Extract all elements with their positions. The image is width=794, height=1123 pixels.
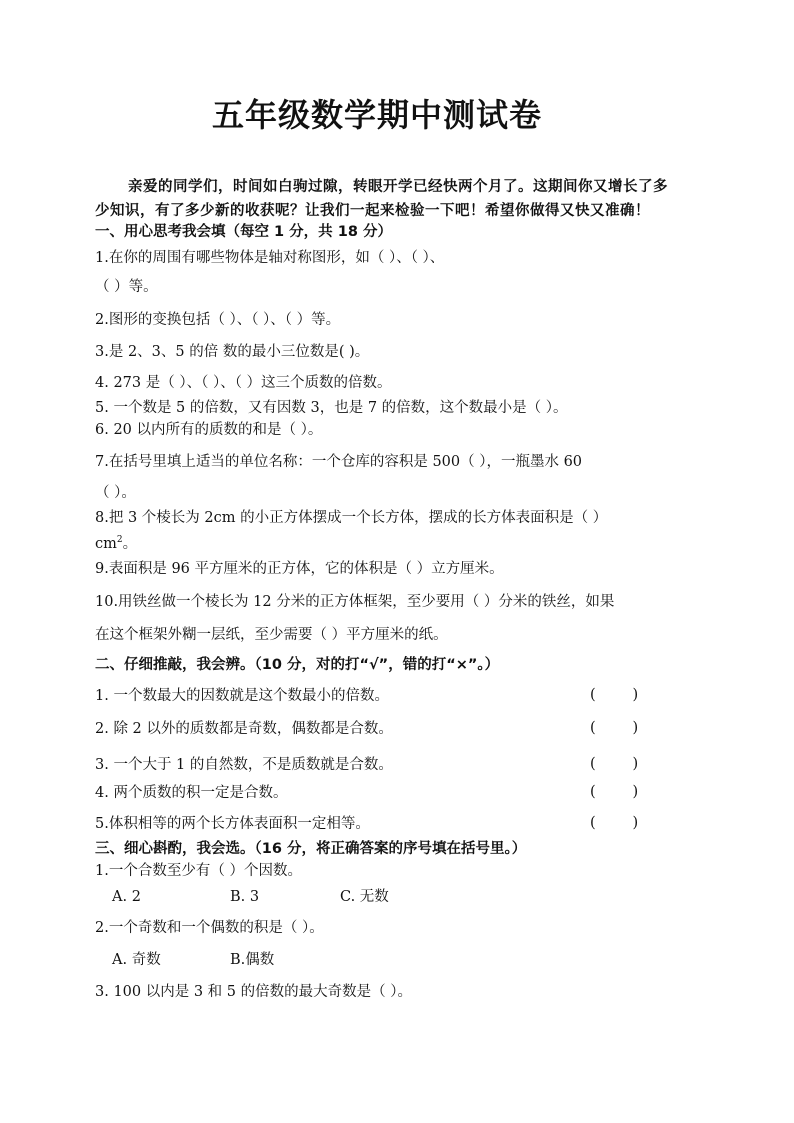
question-10-line-2: 在这个框架外糊一层纸，至少需要（ ）平方厘米的纸。 — [95, 627, 448, 643]
intro-line-2: 少知识，有了多少新的收获呢？让我们一起来检验一下吧！希望你做得又快又准确！ — [95, 202, 650, 219]
question-8-line-2 — [95, 531, 137, 553]
question-6: 6. 20 以内所有的质数的和是（ ）。 — [95, 422, 323, 438]
question-8-line-1: 8.把 3 个棱长为 2cm 的小正方体摆成一个长方体，摆成的长方体表面积是（ ） — [95, 510, 608, 526]
judge-answer-3[interactable]: ( ) — [590, 756, 639, 772]
question-10-line-1: 10.用铁丝做一个棱长为 12 分米的正方体框架，至少要用（ ）分米的铁丝，如果 — [95, 594, 615, 610]
choice-1-option-b: B. 3 — [230, 889, 260, 905]
section-1-heading: 一、用心思考我会填（每空 1 分，共 18 分） — [95, 224, 392, 240]
question-7-line-2: （ ）。 — [95, 485, 136, 501]
judge-item-3: 3. 一个大于 1 的自然数，不是质数就是合数。 — [95, 757, 393, 773]
unit-suffix: 。 — [122, 535, 138, 552]
page-title: 五年级数学期中测试卷 — [211, 96, 542, 134]
question-2: 2.图形的变换包括（ ）、（ ）、（ ）等。 — [95, 312, 341, 328]
choice-question-3: 3. 100 以内是 3 和 5 的倍数的最大奇数是（ ）。 — [95, 984, 412, 1000]
judge-answer-4[interactable]: ( ) — [590, 784, 639, 800]
judge-answer-2[interactable]: ( ) — [590, 720, 639, 736]
question-5: 5. 一个数是 5 的倍数，又有因数 3，也是 7 的倍数，这个数最小是（ ）。 — [95, 400, 568, 416]
choice-question-2: 2.一个奇数和一个偶数的积是（ ）。 — [95, 920, 324, 936]
question-4: 4. 273 是（ ）、（ ）、（ ）这三个质数的倍数。 — [95, 375, 392, 391]
judge-item-2: 2. 除 2 以外的质数都是奇数，偶数都是合数。 — [95, 721, 393, 737]
question-9: 9.表面积是 96 平方厘米的正方体，它的体积是（ ）立方厘米。 — [95, 561, 504, 577]
unit-superscript: 2 — [116, 535, 123, 545]
judge-answer-5[interactable]: ( ) — [590, 815, 639, 831]
judge-item-5: 5.体积相等的两个长方体表面积一定相等。 — [95, 816, 370, 832]
choice-1-option-a: A. 2 — [112, 889, 141, 905]
choice-1-option-c: C. 无数 — [340, 889, 389, 905]
choice-2-option-a: A. 奇数 — [112, 952, 161, 968]
unit-cm: cm — [95, 535, 117, 552]
section-2-heading: 二、仔细推敲，我会辨。（10 分，对的打“√”，错的打“×”。） — [95, 657, 500, 673]
judge-item-1: 1. 一个数最大的因数就是这个数最小的倍数。 — [95, 688, 389, 704]
question-7-line-1: 7.在括号里填上适当的单位名称：一个仓库的容积是 500（ ），一瓶墨水 60 — [95, 454, 583, 470]
intro-line-1: 亲爱的同学们，时间如白驹过隙，转眼开学已经快两个月了。这期间你又增长了多 — [128, 178, 668, 195]
question-1-line-2: （ ）等。 — [95, 279, 158, 295]
choice-question-1: 1.一个合数至少有（ ）个因数。 — [95, 863, 302, 879]
question-3: 3.是 2、3、5 的倍 数的最小三位数是( )。 — [95, 344, 370, 360]
question-1-line-1: 1.在你的周围有哪些物体是轴对称图形，如（ ）、（ ）、 — [95, 250, 445, 266]
choice-2-option-b: B.偶数 — [230, 952, 275, 968]
judge-answer-1[interactable]: ( ) — [590, 687, 639, 703]
section-3-heading: 三、细心斟酌，我会选。（16 分，将正确答案的序号填在括号里。） — [95, 841, 527, 857]
judge-item-4: 4. 两个质数的积一定是合数。 — [95, 785, 288, 801]
